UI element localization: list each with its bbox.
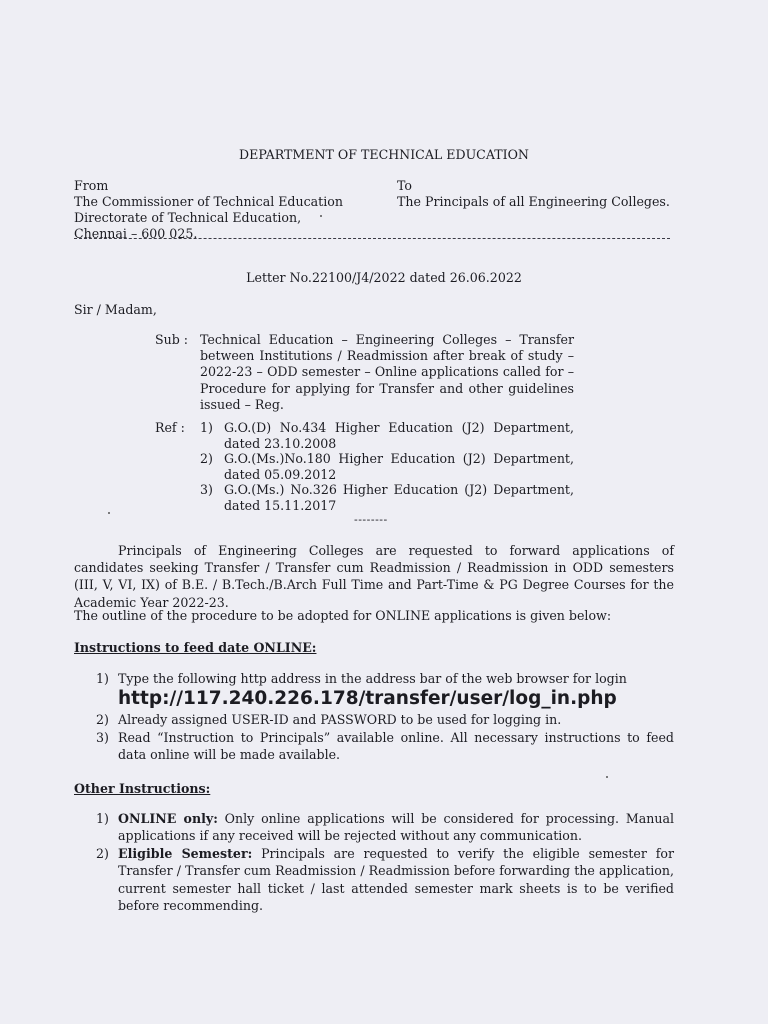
list-item bbox=[96, 670, 674, 711]
reference-list bbox=[200, 420, 574, 513]
item-number: 2) bbox=[96, 712, 109, 728]
dashed-divider bbox=[74, 238, 670, 239]
reference-text: G.O.(Ms.)No.180 Higher Education (J2) Department, dated 05.09.2012 bbox=[224, 451, 574, 482]
item-number: 3) bbox=[96, 729, 109, 745]
from-line-1: The Commissioner of Technical Education bbox=[74, 194, 343, 209]
outline-sentence: The outline of the procedure to be adopted for ONLINE applications is given below: bbox=[74, 608, 612, 623]
item-text: Principals are requested to verify the eligible semester for Transfer / Transfer cum Readmission / Readmission before forwarding the application, current semester hall ticket / last attended semester mark sheets is to be verified before recommending. bbox=[118, 845, 674, 914]
instructions-list bbox=[96, 670, 674, 764]
to-block bbox=[397, 178, 670, 210]
scan-speck bbox=[606, 776, 608, 778]
reference-number: 2) bbox=[200, 451, 213, 466]
item-text: Type the following http address in the address bar of the web browser for login bbox=[118, 671, 627, 686]
from-line-3: Chennai – 600 025. bbox=[74, 226, 198, 241]
to-line: The Principals of all Engineering Colleges. bbox=[397, 194, 670, 209]
list-item bbox=[96, 729, 674, 764]
instructions-heading: Instructions to feed date ONLINE: bbox=[74, 640, 317, 655]
reference-number: 3) bbox=[200, 482, 213, 497]
list-item bbox=[96, 711, 674, 728]
item-text: Read “Instruction to Principals” available online. All necessary instructions to feed data online will be made available. bbox=[118, 729, 674, 763]
reference-item bbox=[200, 482, 574, 513]
list-item bbox=[96, 845, 674, 915]
reference-number: 1) bbox=[200, 420, 213, 435]
separator: -------- bbox=[354, 513, 388, 526]
reference-item bbox=[200, 420, 574, 451]
item-number: 1) bbox=[96, 671, 109, 686]
letter-number: Letter No.22100/J4/2022 dated 26.06.2022 bbox=[246, 270, 522, 285]
item-text: Already assigned USER-ID and PASSWORD to be used for logging in. bbox=[118, 712, 562, 728]
reference-item bbox=[200, 451, 574, 482]
reference-text: G.O.(Ms.) No.326 Higher Education (J2) Department, dated 15.11.2017 bbox=[224, 482, 574, 513]
scan-speck bbox=[320, 215, 322, 217]
item-bold-label: ONLINE only: bbox=[118, 811, 218, 826]
other-instructions-heading: Other Instructions: bbox=[74, 781, 211, 796]
to-label: To bbox=[397, 178, 413, 193]
item-number: 2) bbox=[96, 845, 109, 861]
item-number: 1) bbox=[96, 811, 109, 826]
reference-label: Ref : bbox=[155, 420, 185, 435]
subject-text: Technical Education – Engineering Colleges – Transfer between Institutions / Readmission after break of study – 2022-23 – ODD semester – Online applications called for – Procedure for applying for Transfer and other guidelines issued – Reg. bbox=[200, 332, 574, 412]
item-text: Only online applications will be considered for processing. Manual applications if any received will be rejected without any communication. bbox=[118, 811, 675, 844]
subject-label: Sub : bbox=[155, 332, 189, 347]
other-instructions-list bbox=[96, 810, 674, 914]
department-heading: DEPARTMENT OF TECHNICAL EDUCATION bbox=[239, 147, 529, 162]
from-label: From bbox=[74, 178, 109, 193]
item-bold-label: Eligible Semester: bbox=[118, 845, 253, 861]
from-block bbox=[74, 178, 343, 242]
login-url-link[interactable]: http://117.240.226.178/transfer/user/log_in.php bbox=[118, 688, 617, 710]
body-paragraph: Principals of Engineering Colleges are requested to forward applications of candidates seeking Transfer / Transfer cum Readmission / Readmission in ODD semesters (III, V, VI, IX) of B.E. / B.Tech./B.Arch Full Time and Part-Time & PG Degree Courses for the Academic Year 2022-23. bbox=[74, 543, 674, 610]
scan-speck bbox=[108, 512, 110, 514]
list-item bbox=[96, 810, 674, 845]
reference-text: G.O.(D) No.434 Higher Education (J2) Department, dated 23.10.2008 bbox=[224, 420, 574, 451]
salutation: Sir / Madam, bbox=[74, 302, 157, 317]
from-line-2: Directorate of Technical Education, bbox=[74, 210, 302, 225]
